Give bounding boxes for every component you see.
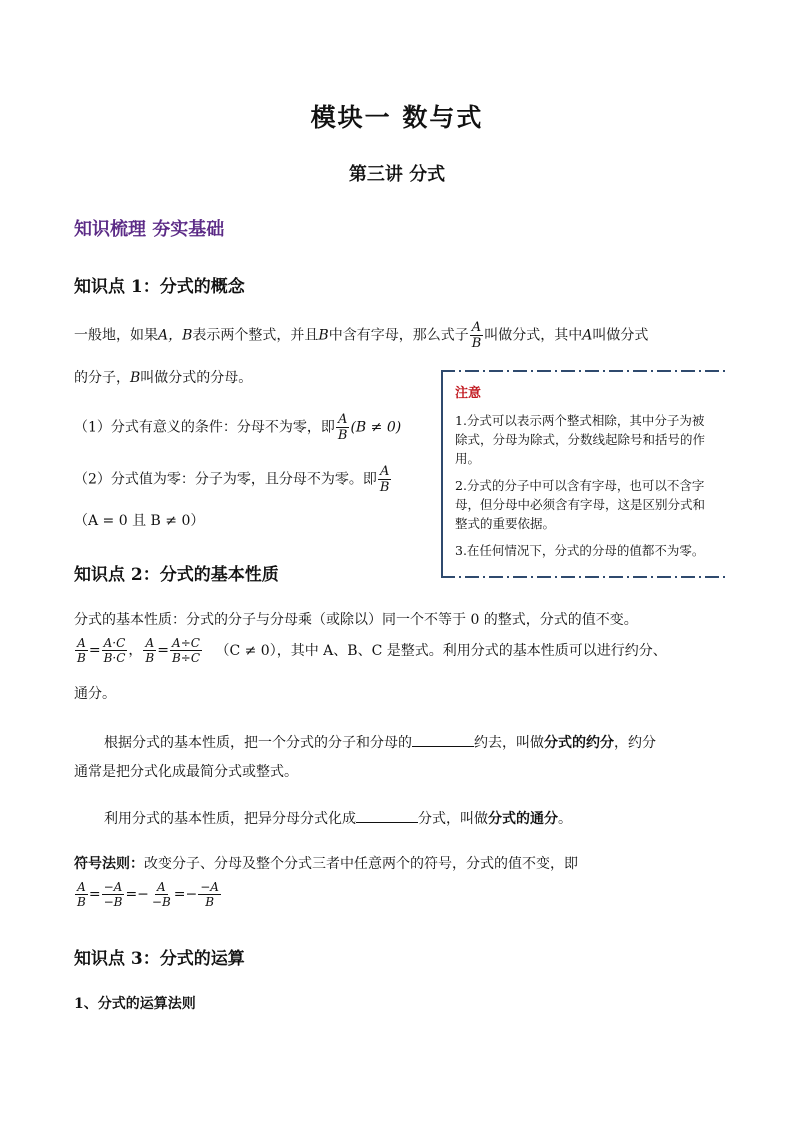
kp2-reduce-line1 <box>104 732 656 753</box>
kp1-text: 叫做分式，其中 <box>484 327 583 344</box>
kp3-title: 知识点 3：分式的运算 <box>74 949 245 969</box>
term-reduction: 分式的约分 <box>544 735 614 751</box>
term-common-denominator: 分式的通分 <box>488 811 558 827</box>
section-heading: 知识梳理 夯实基础 <box>74 219 225 240</box>
sign-rule-label: 符号法则： <box>74 856 144 872</box>
kp2-formula-tail: （C ≠ 0），其中 A、B、C 是整式。利用分式的基本性质可以进行约分、 <box>215 642 667 659</box>
fraction <box>198 880 221 909</box>
frac-numerator: A·C <box>103 636 126 650</box>
kp1-var: A <box>582 327 593 344</box>
kp1-var: B <box>130 370 141 386</box>
note-paragraph-2: 2.分式的分子中可以含有字母，也可以不含字母，但分母中必须含有字母，这是区别分式和整式的重要依据。 <box>455 478 706 531</box>
kp1-text: （1）分式有意义的条件：分母不为零，即 <box>74 419 335 436</box>
kp2-text: ，约分 <box>614 735 656 751</box>
kp1-text: 叫做分式 <box>592 327 649 344</box>
frac-denominator: B <box>205 895 215 909</box>
kp1-definition-line1 <box>74 320 648 351</box>
frac-denominator: B <box>77 651 86 665</box>
kp2-common-denominator <box>104 808 572 829</box>
frac-denominator: B <box>337 428 348 443</box>
kp2-reduce-line2: 通常是把分式化成最简分式或整式。 <box>74 764 298 780</box>
frac-denominator: B <box>145 651 155 665</box>
fraction-a-over-b <box>336 412 350 443</box>
kp1-title: 知识点 1：分式的概念 <box>74 277 245 297</box>
frac-denominator: B <box>379 480 390 495</box>
frac-denominator: −B <box>151 895 171 909</box>
kp2-text: 根据分式的基本性质，把一个分式的分子和分母的 <box>104 735 412 751</box>
fraction <box>150 880 173 909</box>
note-paragraph-1: 1.分式可以表示两个整式相除，其中分子为被除式，分母为除式，分数线起除号和括号的作用。 <box>455 413 706 466</box>
kp2-title: 知识点 2：分式的基本性质 <box>74 565 279 585</box>
kp2-sign-formula: $\frac{A}{B}$ = $\frac{-A}{-B}$ =− $\frac{A}{-B}$ =− $\frac{-A}{B}$ <box>77 880 219 909</box>
kp2-sign-rule <box>74 854 578 874</box>
kp1-definition-line2 <box>74 368 252 388</box>
kp1-text: 表示两个整式，并且 <box>192 327 319 344</box>
kp1-var: B <box>318 327 329 344</box>
kp1-condition-2-expr: （A = 0 且 B ≠ 0） <box>74 513 205 529</box>
frac-denominator: B <box>471 336 482 351</box>
fraction-a-over-b <box>470 320 484 351</box>
kp1-condition-expr: (B ≠ 0) <box>350 419 402 436</box>
frac-numerator: A <box>145 636 155 650</box>
note-box <box>441 370 727 578</box>
frac-numerator: A <box>379 464 390 479</box>
kp1-text: 的分子， <box>74 370 130 386</box>
kp3-subheading: 1、分式的运算法则 <box>74 996 196 1012</box>
kp2-text: 约去，叫做 <box>474 735 544 751</box>
kp2-text: 分式，叫做 <box>418 811 488 827</box>
fraction <box>143 636 156 665</box>
frac-denominator: B·C <box>103 651 126 665</box>
note-title: 注意 <box>455 386 482 401</box>
kp2-text: 。 <box>558 811 572 827</box>
fraction <box>75 636 88 665</box>
kp1-text: （2）分式值为零：分子为零，且分母不为零。即 <box>74 471 377 488</box>
fill-blank <box>412 732 474 747</box>
frac-denominator: B <box>77 895 86 909</box>
kp1-text: 一般地，如果 <box>74 327 158 344</box>
kp2-formula-line: $\frac{A}{B}$ = $\frac{A\cdot C}{B\cdot C}$ ， $\frac{A}{B}$ = $\frac{A\div C}{B\div C}$ （C ≠ 0），其中 A、B、C 是整式。利用分式的基本性质可以进行约分、 <box>77 636 667 665</box>
kp1-condition-2 <box>74 464 392 495</box>
frac-numerator: A÷C <box>172 636 200 650</box>
fill-blank <box>356 808 418 823</box>
sign-rule-text: 改变分子、分母及整个分式三者中任意两个的符号，分式的值不变，即 <box>144 856 578 872</box>
lecture-subtitle: 第三讲 分式 <box>348 164 446 185</box>
kp2-line3: 通分。 <box>74 686 116 702</box>
fraction <box>102 880 125 909</box>
fraction-a-over-b <box>378 464 392 495</box>
kp1-text: 中含有字母，那么式子 <box>328 327 469 344</box>
kp2-text: 利用分式的基本性质，把异分母分式化成 <box>104 811 356 827</box>
frac-numerator: A <box>337 412 348 427</box>
frac-numerator: A <box>77 636 86 650</box>
frac-numerator: A <box>157 880 166 894</box>
kp2-property-line: 分式的基本性质：分式的分子与分母乘（或除以）同一个不等于 0 的整式，分式的值不变。 <box>74 612 638 628</box>
frac-numerator: A <box>77 880 86 894</box>
frac-numerator: −A <box>103 880 123 894</box>
page-title: 模块一 数与式 <box>310 103 484 132</box>
frac-denominator: B÷C <box>171 651 201 665</box>
fraction <box>102 636 128 665</box>
frac-numerator: −A <box>200 880 219 894</box>
kp1-text: 叫做分式的分母。 <box>140 370 253 386</box>
kp1-var: A，B <box>158 327 193 344</box>
fraction <box>170 636 202 665</box>
note-paragraph-3: 3.在任何情况下，分式的分母的值都不为零。 <box>455 543 705 558</box>
kp1-condition-1 <box>74 412 401 443</box>
frac-denominator: −B <box>103 895 123 909</box>
frac-numerator: A <box>471 320 482 335</box>
fraction <box>75 880 88 909</box>
